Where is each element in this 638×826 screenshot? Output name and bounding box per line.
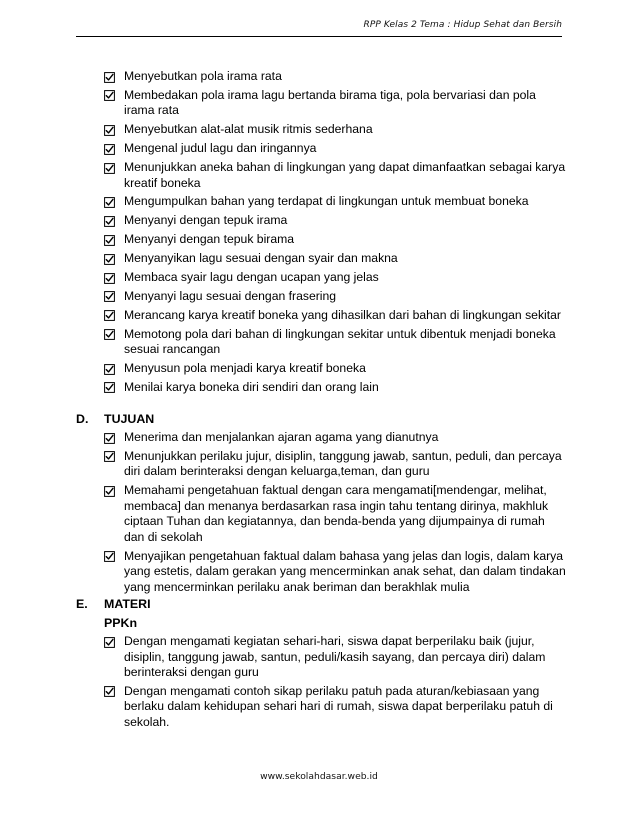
tujuan-list — [104, 430, 566, 599]
list-item — [104, 327, 566, 358]
checked-checkbox-icon — [104, 125, 115, 136]
list-item-text: Memahami pengetahuan faktual dengan cara mengamati[mendengar, melihat, membaca] dan menanya berdasarkan rasa ingin tahu tentang dirinya, makhluk ciptaan Tuhan dan kegiatannya, dan benda-benda yang dijumpainya di rumah dan di sekolah — [124, 483, 549, 544]
checked-checkbox-icon — [104, 451, 115, 462]
list-item-text: Menilai karya boneka diri sendiri dan orang lain — [124, 379, 379, 394]
list-item — [104, 160, 566, 191]
list-item-text: Menyanyi dengan tepuk birama — [124, 232, 295, 247]
list-item — [104, 549, 566, 596]
list-item-text: Dengan mengamati contoh sikap perilaku patuh pada aturan/kebiasaan yang berlaku dalam kehidupan sehari hari di rumah, siswa dapat berperilaku patuh di sekolah. — [124, 683, 553, 729]
list-item — [104, 194, 566, 210]
section-e-letter: E. — [76, 597, 88, 611]
list-item — [104, 270, 566, 286]
list-item-text: Membedakan pola irama lagu bertanda birama tiga, pola bervariasi dan pola irama rata — [124, 87, 536, 118]
checked-checkbox-icon — [104, 254, 115, 265]
checked-checkbox-icon — [104, 433, 115, 444]
list-item — [104, 430, 566, 446]
list-item — [104, 232, 566, 248]
list-item-text: Menyebutkan pola irama rata — [124, 69, 282, 83]
list-item — [104, 308, 566, 324]
list-item — [104, 251, 566, 267]
section-d-heading — [76, 412, 154, 427]
checked-checkbox-icon — [104, 310, 115, 321]
list-item-text: Menyanyikan lagu sesuai dengan syair dan makna — [124, 251, 398, 266]
list-item-text: Dengan mengamati kegiatan sehari-hari, siswa dapat berperilaku baik (jujur, disiplin, tanggung jawab, santun, peduli/kasih sayang, dan percaya diri) dalam berinteraksi dengan guru — [124, 634, 546, 679]
list-item — [104, 483, 566, 545]
materi-list — [104, 634, 566, 734]
list-item-text: Menyusun pola menjadi karya kreatif boneka — [124, 361, 366, 376]
checked-checkbox-icon — [104, 329, 115, 340]
checked-checkbox-icon — [104, 144, 115, 155]
list-item — [104, 684, 566, 731]
list-item-text: Menunjukkan perilaku jujur, disiplin, tanggung jawab, santun, peduli, dan percaya diri dalam berinteraksi dengan keluarga,teman, dan guru — [124, 448, 562, 479]
list-item-text: Menyajikan pengetahuan faktual dalam bahasa yang jelas dan logis, dalam karya yang estetis, dalam gerakan yang mencerminkan anak sehat, dan dalam tindakan yang mencerminkan perilaku anak beriman dan berakhlak mulia — [124, 548, 566, 594]
checked-checkbox-icon — [104, 72, 115, 83]
checked-checkbox-icon — [104, 273, 115, 284]
list-item-text: Menunjukkan aneka bahan di lingkungan yang dapat dimanfaatkan sebagai karya kreatif boneka — [124, 160, 566, 190]
list-item — [104, 380, 566, 396]
list-item — [104, 449, 566, 480]
list-item-text: Mengenal judul lagu dan iringannya — [124, 141, 317, 156]
checked-checkbox-icon — [104, 163, 115, 174]
checked-checkbox-icon — [104, 90, 115, 101]
ppkn-subheading: PPKn — [104, 616, 138, 630]
section-d-letter: D. — [76, 412, 89, 426]
list-item-text: Menyanyi dengan tepuk irama — [124, 213, 288, 228]
list-item — [104, 213, 566, 229]
running-header: RPP Kelas 2 Tema : Hidup Sehat dan Bersih — [363, 20, 562, 30]
list-item-text: Mengumpulkan bahan yang terdapat di lingkungan untuk membuat boneka — [124, 194, 529, 209]
list-item — [104, 122, 566, 138]
list-item-text: Memotong pola dari bahan di lingkungan sekitar untuk dibentuk menjadi boneka sesuai rancangan — [124, 326, 556, 357]
checked-checkbox-icon — [104, 197, 115, 208]
checked-checkbox-icon — [104, 291, 115, 302]
list-item-text: Membaca syair lagu dengan ucapan yang jelas — [124, 270, 379, 285]
list-item — [104, 289, 566, 305]
checked-checkbox-icon — [104, 382, 115, 393]
list-item — [104, 634, 566, 681]
indicator-list — [104, 69, 566, 399]
list-item — [104, 69, 566, 85]
checked-checkbox-icon — [104, 216, 115, 227]
checked-checkbox-icon — [104, 637, 115, 648]
list-item-text: Menerima dan menjalankan ajaran agama yang dianutnya — [124, 430, 439, 444]
checked-checkbox-icon — [104, 364, 115, 375]
list-item-text: Menyebutkan alat-alat musik ritmis sederhana — [124, 122, 373, 137]
checked-checkbox-icon — [104, 486, 115, 497]
section-e-title: MATERI — [104, 597, 151, 611]
header-rule — [76, 36, 562, 37]
list-item — [104, 88, 566, 119]
section-e-heading — [76, 597, 151, 612]
footer-website: www.sekolahdasar.web.id — [260, 771, 378, 782]
list-item-text: Merancang karya kreatif boneka yang dihasilkan dari bahan di lingkungan sekitar — [124, 307, 561, 322]
list-item — [104, 141, 566, 157]
checked-checkbox-icon — [104, 551, 115, 562]
checked-checkbox-icon — [104, 686, 115, 697]
list-item-text: Menyanyi lagu sesuai dengan frasering — [124, 288, 337, 303]
checked-checkbox-icon — [104, 235, 115, 246]
list-item — [104, 361, 566, 377]
section-d-title: TUJUAN — [104, 412, 155, 426]
